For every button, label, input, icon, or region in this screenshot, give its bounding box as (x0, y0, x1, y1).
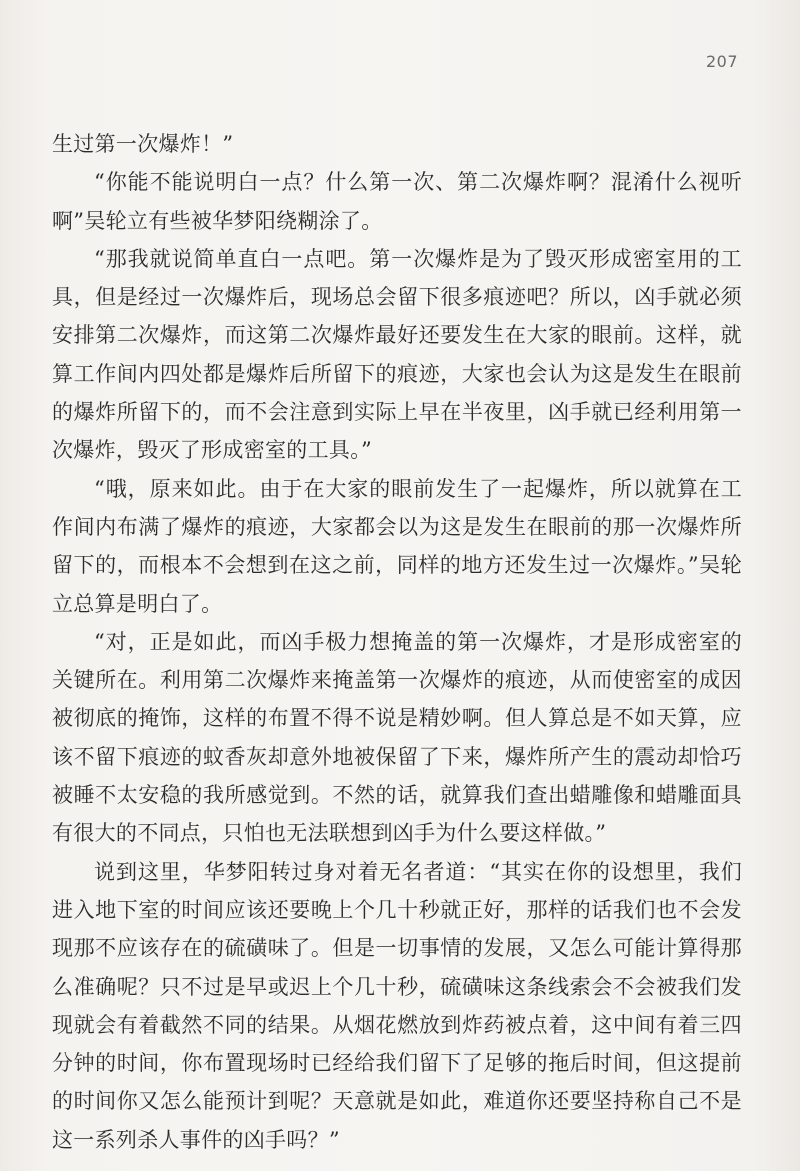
paragraph-2: “你能不能说明白一点？什么第一次、第二次爆炸啊？混淆什么视听啊”吴轮立有些被华梦阳绕糊涂了。 (52, 170, 742, 233)
paragraph-3: “那我就说简单直白一点吧。第一次爆炸是为了毁灭形成密室用的工具，但是经过一次爆炸后，现场总会留下很多痕迹吧？所以，凶手就必须安排第二次爆炸，而这第二次爆炸最好还要发生在大家的眼前。这样，就算工作间内四处都是爆炸后所留下的痕迹，大家也会认为这是发生在眼前的爆炸所留下的，而不会注意到实际上早在半夜里，凶手就已经利用第一次爆炸，毁灭了形成密室的工具。” (52, 246, 742, 463)
body-text (52, 125, 742, 1159)
page-number: 207 (705, 52, 738, 71)
paragraph-5: “对，正是如此，而凶手极力想掩盖的第一次爆炸，才是形成密室的关键所在。利用第二次爆炸来掩盖第一次爆炸的痕迹，从而使密室的成因被彻底的掩饰，这样的布置不得不说是精妙啊。但人算总是不如天算，应该不留下痕迹的蚊香灰却意外地被保留了下来，爆炸所产生的震动却恰巧被睡不太安稳的我所感觉到。不然的话，就算我们查出蜡雕像和蜡雕面具有很大的不同点，只怕也无法联想到凶手为什么要这样做。” (52, 629, 742, 846)
paragraph-6: 说到这里，华梦阳转过身对着无名者道：“其实在你的设想里，我们进入地下室的时间应该还要晚上个几十秒就正好，那样的话我们也不会发现那不应该存在的硫磺味了。但是一切事情的发展，又怎么可能计算得那么准确呢？只不过是早或迟上个几十秒，硫磺味这条线索会不会被我们发现就会有着截然不同的结果。从烟花燃放到炸药被点着，这中间有着三四分钟的时间，你布置现场时已经给我们留下了足够的拖后时间，但这提前的时间你又怎么能预计到呢？天意就是如此，难道你还要坚持称自己不是这一系列杀人事件的凶手吗？” (52, 859, 742, 1152)
paragraph-4: “哦，原来如此。由于在大家的眼前发生了一起爆炸，所以就算在工作间内布满了爆炸的痕迹，大家都会以为这是发生在眼前的那一次爆炸所留下的，而根本不会想到在这之前，同样的地方还发生过一次爆炸。”吴轮立总算是明白了。 (52, 476, 742, 616)
paragraph-1: 生过第一次爆炸！” (52, 132, 234, 156)
